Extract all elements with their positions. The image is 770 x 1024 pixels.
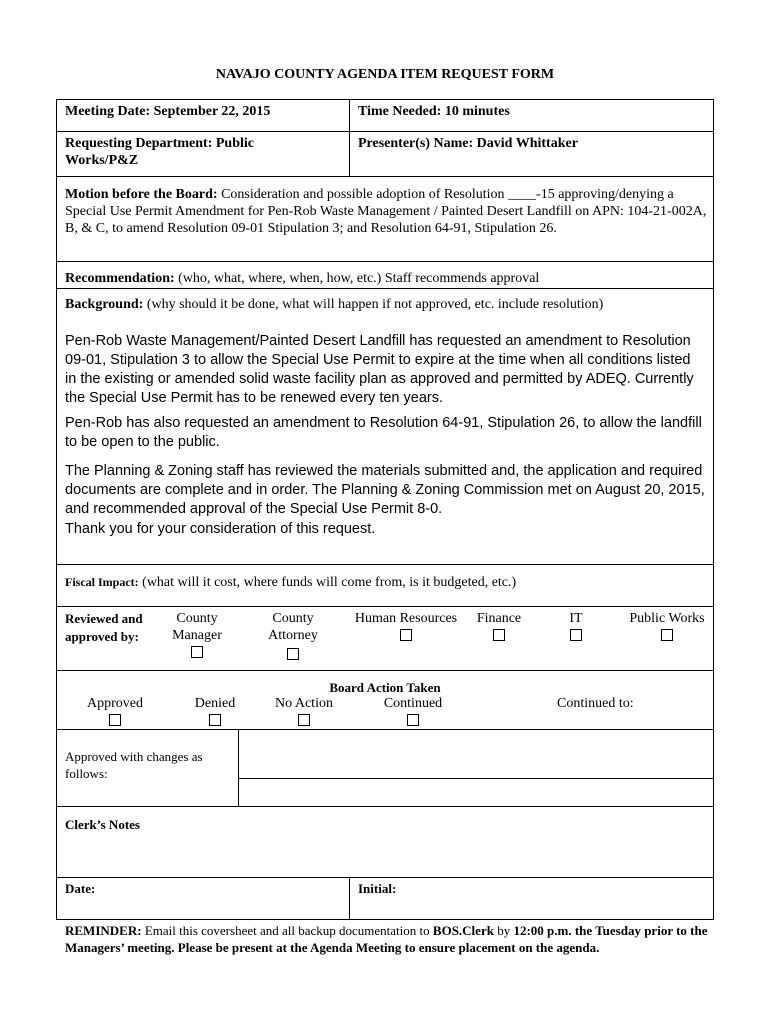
changes-line xyxy=(238,778,714,779)
bos-clerk: BOS.Clerk xyxy=(432,923,494,938)
divider xyxy=(56,806,714,807)
background-hint: (why should it be done, what will happen if not approved, etc. include resolution) xyxy=(143,297,604,312)
county-manager-label: County Manager xyxy=(172,611,222,643)
motion-section xyxy=(65,186,710,237)
divider xyxy=(56,877,714,878)
background-paragraph-1: Pen-Rob Waste Management/Painted Desert Landfill has requested an amendment to Resolution 09-01, Stipulation 3 to allow the Special Use Permit to expire at the time when all conditions listed in the existing or amended solid waste facility plan as approved and permitted by ADEQ. Currently the Special Use Permit has to be renewed every ten years. xyxy=(65,333,694,406)
it-label: IT xyxy=(569,611,583,626)
county-attorney-checkbox[interactable] xyxy=(287,648,299,660)
presenter-name: Presenter(s) Name: David Whittaker xyxy=(358,136,578,151)
approved-label: Approved xyxy=(87,696,143,711)
meeting-date-label: Meeting Date xyxy=(65,104,146,119)
divider xyxy=(56,288,714,289)
no-action-label: No Action xyxy=(275,696,333,711)
county-manager-checkbox[interactable] xyxy=(191,646,203,658)
denied-label: Denied xyxy=(194,696,236,711)
reminder-note xyxy=(65,922,715,956)
reviewer-county-manager xyxy=(160,610,234,663)
divider xyxy=(56,261,714,262)
recommendation-text: (who, what, where, when, how, etc.) Staff recommends approval xyxy=(174,271,540,286)
date-label: Date: xyxy=(65,881,96,896)
background-paragraph-2: Pen-Rob has also requested an amendment to Resolution 64-91, Stipulation 26, to allow the landfill to be open to the public. xyxy=(65,415,702,450)
fiscal-label: Fiscal Impact: xyxy=(65,575,139,589)
divider xyxy=(56,131,714,132)
background-heading xyxy=(65,296,710,313)
column-divider xyxy=(238,729,239,806)
initial-field[interactable] xyxy=(410,880,710,916)
divider xyxy=(56,606,714,607)
no-action-checkbox[interactable] xyxy=(298,714,310,726)
fiscal-text: (what will it cost, where funds will come from, is it budgeted, etc.) xyxy=(138,575,517,590)
approved-changes-field[interactable] xyxy=(240,745,712,775)
continued-to-label: Continued to: xyxy=(557,696,634,711)
approved-changes-label: Approved with changes as follows: xyxy=(65,749,203,781)
column-divider xyxy=(349,877,350,920)
reviewer-finance xyxy=(468,610,530,646)
date-field[interactable] xyxy=(110,880,345,916)
approved-checkbox[interactable] xyxy=(109,714,121,726)
requesting-department: Requesting Department: Public Works/P&Z xyxy=(65,136,254,168)
hr-label: Human Resources xyxy=(354,611,458,626)
reviewer-it xyxy=(556,610,596,646)
board-no-action xyxy=(268,695,340,731)
reminder-text-2: by xyxy=(493,923,514,938)
finance-checkbox[interactable] xyxy=(493,629,505,641)
background-paragraph-3: The Planning & Zoning staff has reviewed the materials submitted and, the application and required documents are complete and in order. The Planning & Zoning Commission met on August 20, 2015, and recommended approval of the Special Use Permit 8-0. xyxy=(65,463,705,517)
it-checkbox[interactable] xyxy=(570,629,582,641)
county-attorney-label: County Attorney xyxy=(268,611,318,643)
board-continued xyxy=(375,695,451,731)
clerks-notes-field[interactable] xyxy=(57,836,713,876)
reminder-deadline: 12:00 p.m. the Tuesday prior to the Managers’ meeting. Please be present at the Agenda Meeting to ensure placement on the agenda. xyxy=(65,923,708,955)
time-needed: Time Needed: 10 minutes xyxy=(358,104,510,119)
public-works-label: Public Works xyxy=(629,611,705,626)
reminder-text-1: Email this coversheet and all backup documentation to xyxy=(141,923,433,938)
divider xyxy=(56,564,714,565)
public-works-checkbox[interactable] xyxy=(661,629,673,641)
recommendation-label: Recommendation: xyxy=(65,271,175,286)
continued-label: Continued xyxy=(383,696,443,711)
motion-label: Motion before the Board: xyxy=(65,187,218,202)
background-paragraph-4: Thank you for your consideration of this request. xyxy=(65,521,376,537)
motion-text: Consideration and possible adoption of Resolution ____-15 approving/denying a Special Use Permit Amendment for Pen-Rob Waste Management / Painted Desert Landfill on APN: 104-21-002A, B, & C, to amend Resolution 09-01 Stipulation 3; and Resolution 64-91, Stipulation 26. xyxy=(65,187,707,236)
board-action-title: Board Action Taken xyxy=(329,680,441,695)
recommendation-section xyxy=(65,270,710,287)
divider xyxy=(56,176,714,177)
reviewer-county-attorney xyxy=(256,610,330,665)
reminder-label: REMINDER: xyxy=(65,923,142,938)
denied-checkbox[interactable] xyxy=(209,714,221,726)
initial-label: Initial: xyxy=(358,881,397,896)
board-approved xyxy=(80,695,150,731)
fiscal-impact xyxy=(65,574,710,591)
finance-label: Finance xyxy=(476,611,522,626)
form-title: NAVAJO COUNTY AGENDA ITEM REQUEST FORM xyxy=(215,67,555,82)
column-divider xyxy=(349,99,350,176)
reviewer-hr xyxy=(350,610,462,646)
continued-checkbox[interactable] xyxy=(407,714,419,726)
meeting-date xyxy=(65,103,270,120)
meeting-date-value: : September 22, 2015 xyxy=(145,104,271,119)
board-denied xyxy=(185,695,245,731)
background-label: Background: xyxy=(65,297,144,312)
hr-checkbox[interactable] xyxy=(400,629,412,641)
divider xyxy=(56,670,714,671)
reviewer-public-works xyxy=(624,610,710,646)
continued-to-field[interactable] xyxy=(477,712,713,728)
reviewed-label: Reviewed and approved by: xyxy=(65,611,143,644)
clerks-notes-label: Clerk’s Notes xyxy=(65,817,140,832)
